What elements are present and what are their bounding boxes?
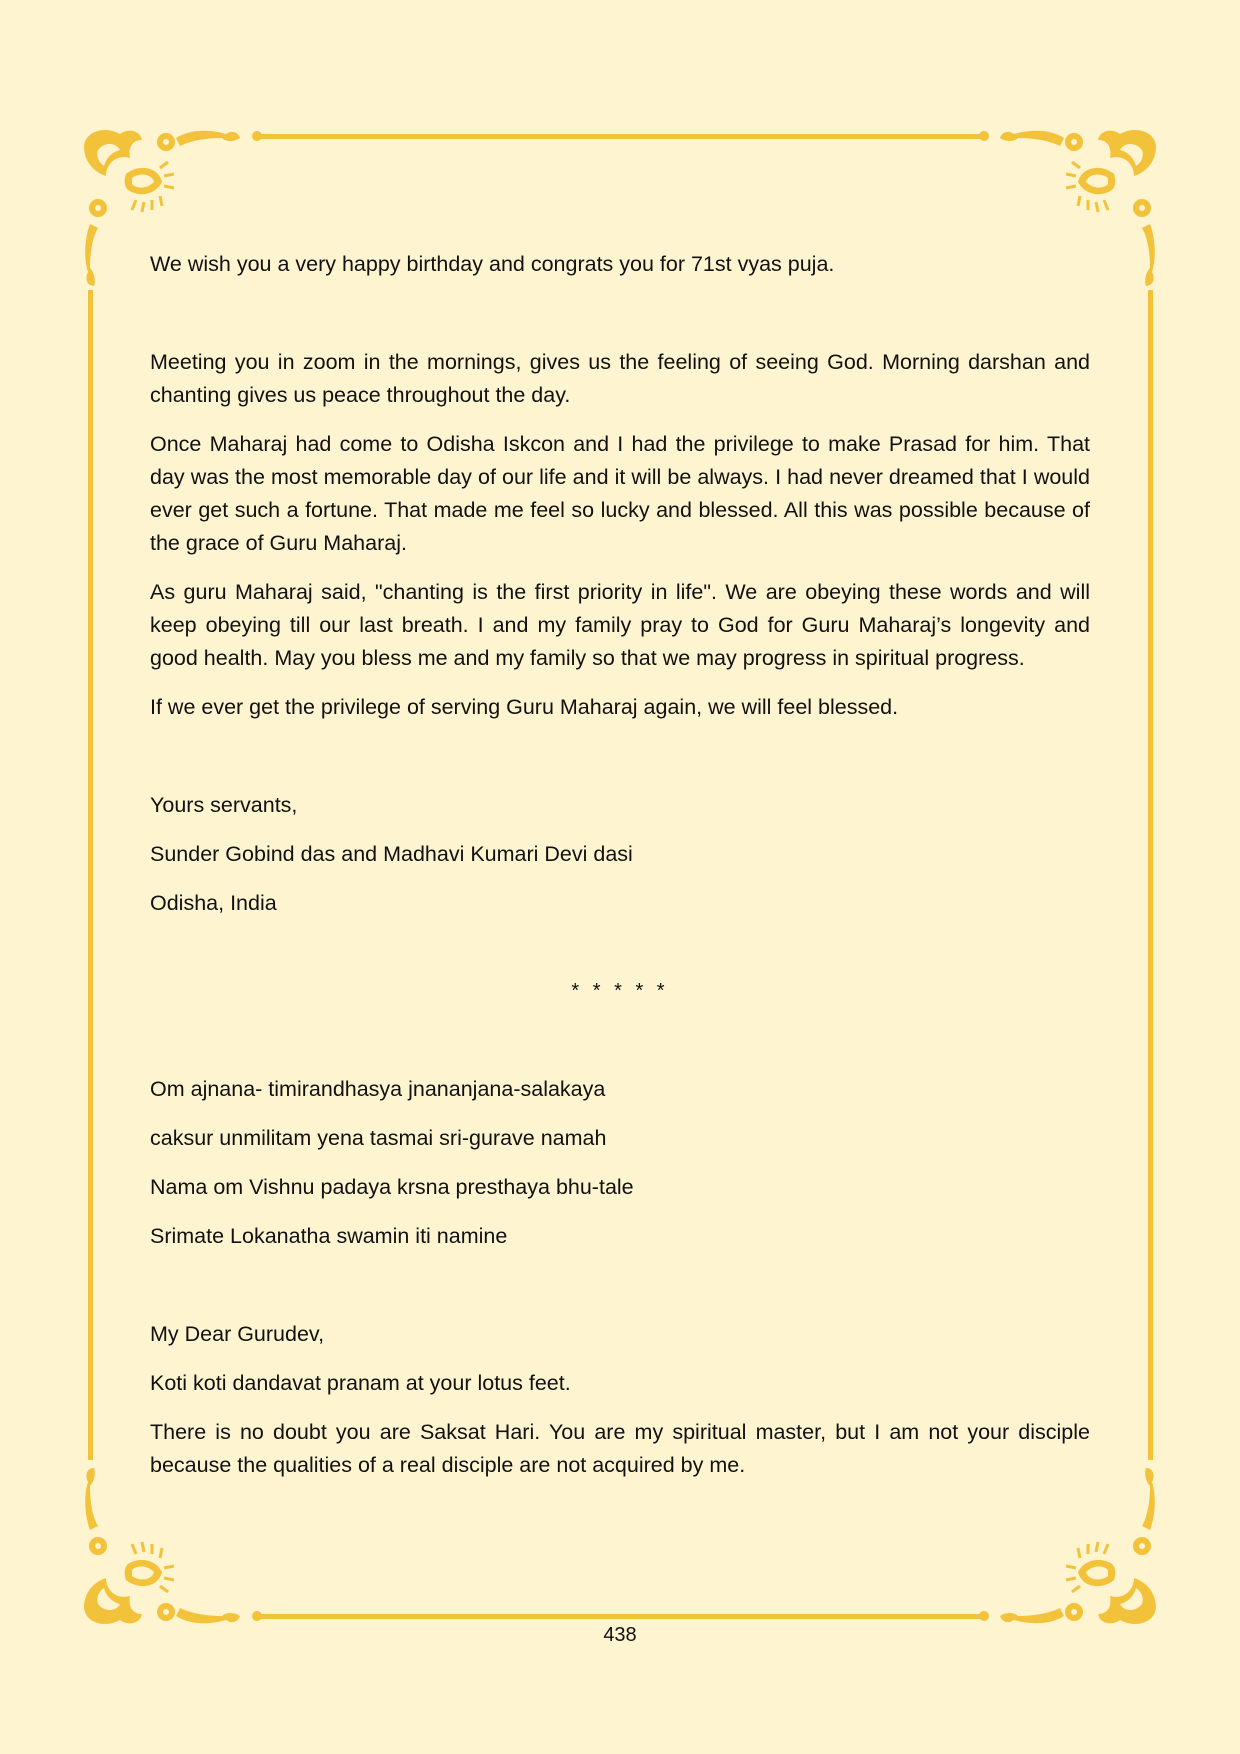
section-separator: * * * * *: [571, 980, 669, 1002]
paragraph-chanting: As guru Maharaj said, "chanting is the first priority in life". We are obeying these words and will keep obeying till our last breath. I and my family pray to God for Guru Maharaj’s longevity and good health. May you bless me and my family so that we may progress in spiritual progress.: [150, 580, 1090, 670]
corner-ornament-icon: [984, 1460, 1164, 1630]
salutation: My Dear Gurudev,: [150, 1322, 325, 1346]
letter-body: [150, 248, 1090, 1482]
closing: Yours servants,: [150, 793, 298, 817]
paragraph-saksat-hari: There is no doubt you are Saksat Hari. You are my spiritual master, but I am not your disciple because the qualities of a real disciple are not acquired by me.: [150, 1420, 1090, 1477]
prayer-line: Srimate Lokanatha swamin iti namine: [150, 1224, 508, 1248]
corner-ornament-icon: [76, 1460, 256, 1630]
location: Odisha, India: [150, 891, 277, 915]
paragraph-wish: We wish you a very happy birthday and congrats you for 71st vyas puja.: [150, 252, 835, 276]
border-left-line: [88, 290, 93, 1460]
prayer-line: caksur unmilitam yena tasmai sri-gurave namah: [150, 1126, 607, 1150]
border-right-line: [1148, 290, 1153, 1460]
page-number: 438: [603, 1624, 637, 1646]
paragraph-serving: If we ever get the privilege of serving Guru Maharaj again, we will feel blessed.: [150, 695, 899, 719]
prayer-line: Nama om Vishnu padaya krsna presthaya bhu-tale: [150, 1175, 634, 1199]
paragraph-prasad: Once Maharaj had come to Odisha Iskcon and I had the privilege to make Prasad for him. That day was the most memorable day of our life and it will be always. I had never dreamed that I would ever get such a fortune. That made me feel so lucky and blessed. All this was possible because of the grace of Guru Maharaj.: [150, 432, 1090, 555]
greeting: Koti koti dandavat pranam at your lotus feet.: [150, 1371, 571, 1395]
prayer-line: Om ajnana- timirandhasya jnananjana-salakaya: [150, 1077, 606, 1101]
border-bottom-line: [258, 1614, 983, 1619]
paragraph-zoom-meeting: Meeting you in zoom in the mornings, gives us the feeling of seeing God. Morning darshan and chanting gives us peace throughout the day.: [150, 350, 1090, 407]
signature: Sunder Gobind das and Madhavi Kumari Devi dasi: [150, 842, 633, 866]
border-top-line: [258, 134, 983, 139]
